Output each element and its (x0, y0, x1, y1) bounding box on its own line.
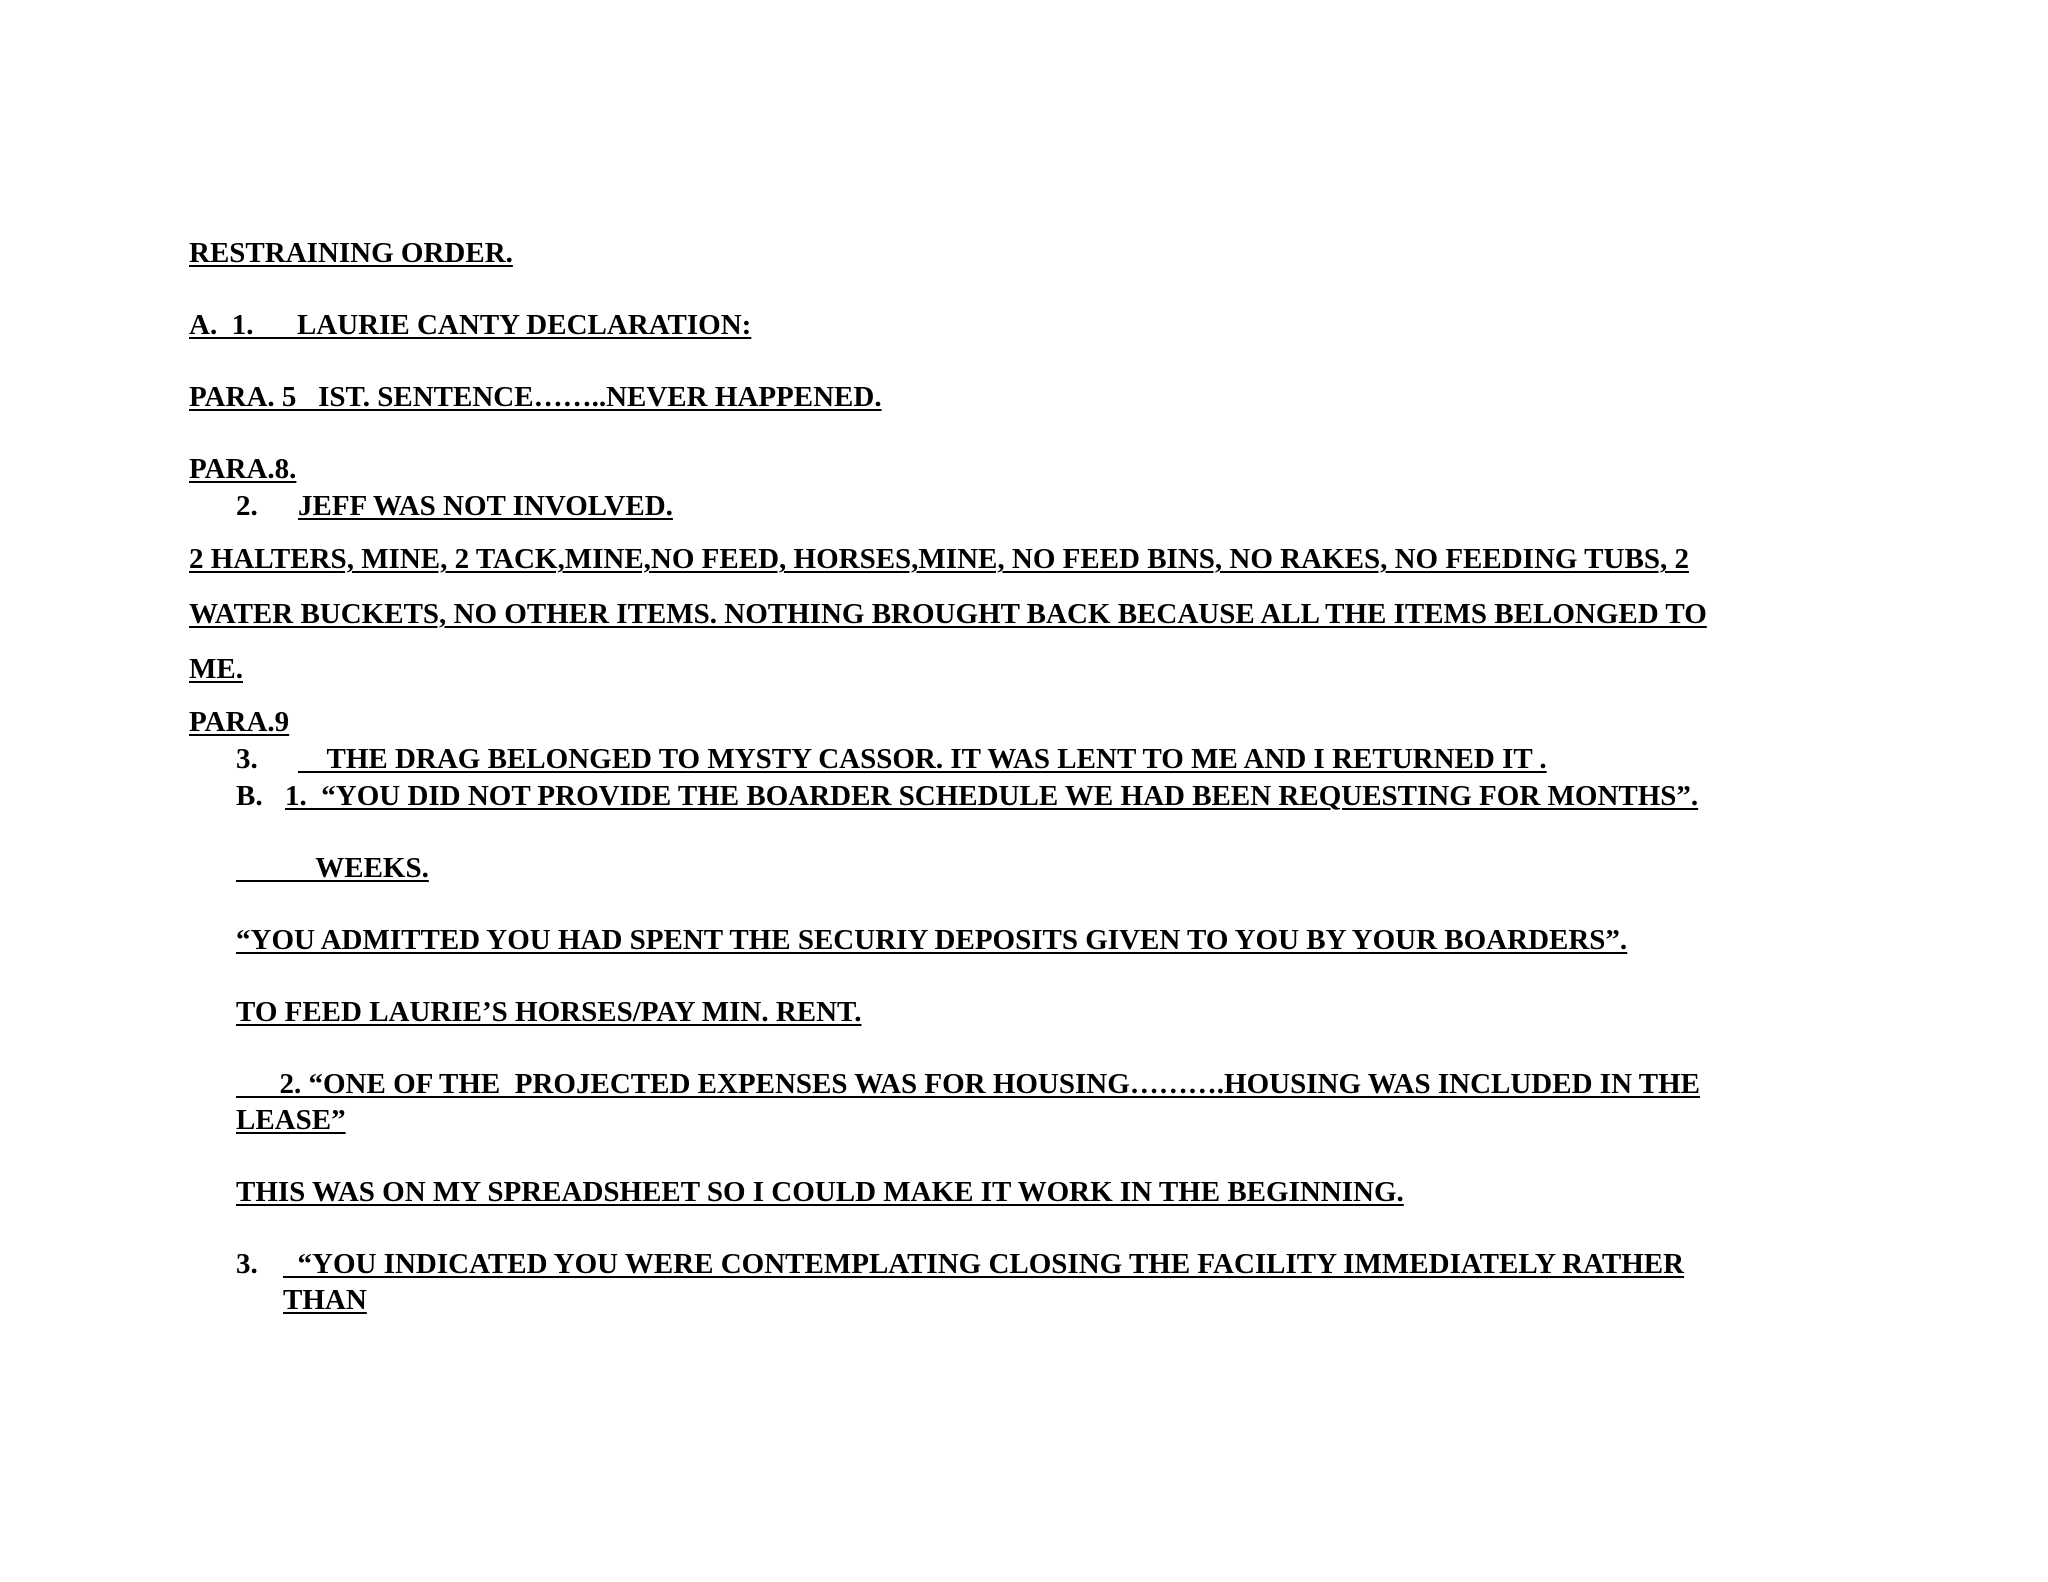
b2-quote-line-1: 2. “ONE OF THE PROJECTED EXPENSES WAS FOR HOUSING……….HOUSING WAS INCLUDED IN THE (236, 1068, 1700, 1100)
deposits-quote: “YOU ADMITTED YOU HAD SPENT THE SECURIY DEPOSITS GIVEN TO YOU BY YOUR BOARDERS”. (236, 924, 1628, 956)
para8-label: PARA.8. (189, 453, 297, 485)
spreadsheet-response: THIS WAS ON MY SPREADSHEET SO I COULD MAKE IT WORK IN THE BEGINNING. (236, 1176, 1404, 1208)
items-line-3: ME. (189, 653, 243, 685)
b3-quote-line-1: “YOU INDICATED YOU WERE CONTEMPLATING CLOSING THE FACILITY IMMEDIATELY RATHER (283, 1248, 1685, 1280)
para9-label: PARA.9 (189, 706, 290, 738)
feed-response: TO FEED LAURIE’S HORSES/PAY MIN. RENT. (236, 996, 862, 1028)
item3-number: 3. (236, 743, 258, 775)
item2-text: JEFF WAS NOT INVOLVED. (298, 490, 673, 522)
b3-quote-line-2: THAN (283, 1284, 367, 1316)
section-b-label: B. (236, 780, 263, 812)
b1-quote: 1. “YOU DID NOT PROVIDE THE BOARDER SCHEDULE WE HAD BEEN REQUESTING FOR MONTHS”. (285, 780, 1699, 812)
section-a1-heading: A. 1. LAURIE CANTY DECLARATION: (189, 309, 752, 341)
item2-number: 2. (236, 490, 258, 522)
items-line-1: 2 HALTERS, MINE, 2 TACK,MINE,NO FEED, HORSES,MINE, NO FEED BINS, NO RAKES, NO FEEDING TUBS, 2 (189, 543, 1689, 575)
b3-number: 3. (236, 1248, 258, 1280)
document-title: RESTRAINING ORDER. (189, 237, 513, 269)
weeks-response: WEEKS. (236, 852, 429, 884)
item3-text: THE DRAG BELONGED TO MYSTY CASSOR. IT WAS LENT TO ME AND I RETURNED IT . (298, 743, 1547, 775)
b2-quote-line-2: LEASE” (236, 1104, 346, 1136)
items-line-2: WATER BUCKETS, NO OTHER ITEMS. NOTHING BROUGHT BACK BECAUSE ALL THE ITEMS BELONGED TO (189, 598, 1707, 630)
para5-line: PARA. 5 IST. SENTENCE……..NEVER HAPPENED. (189, 381, 882, 413)
